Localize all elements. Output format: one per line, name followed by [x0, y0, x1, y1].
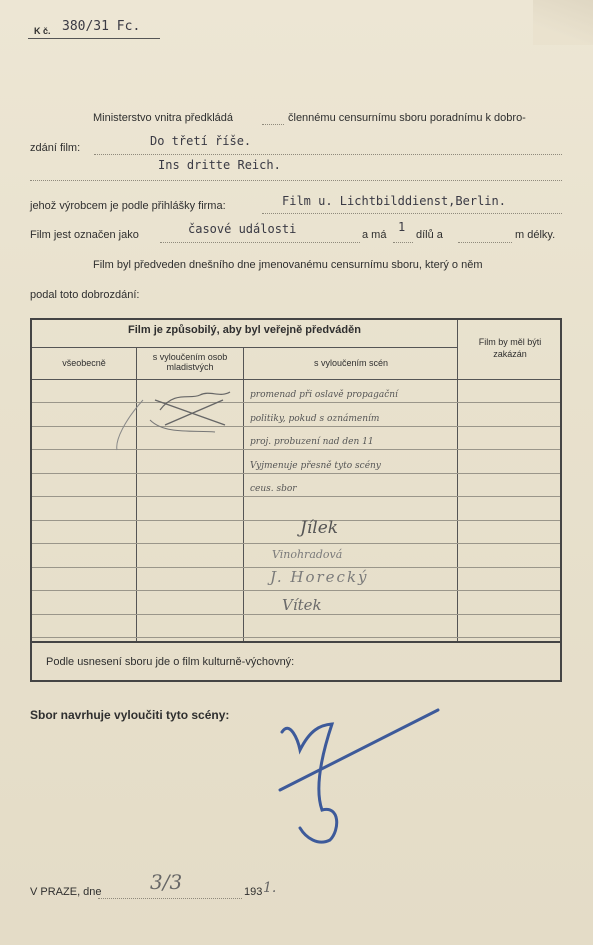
blue-z-mark — [270, 700, 460, 850]
intro-line1-left: Ministerstvo vnitra předkládá — [93, 112, 234, 124]
proposal-label: Sbor navrhuje vyloučiti tyto scény: — [30, 708, 230, 722]
note-line: Vyjmenuje přesně tyto scény — [250, 460, 381, 471]
producer-label: jehož výrobcem je podle přihlášky firma: — [30, 200, 226, 212]
culture-label: Podle usnesení sboru jde o film kulturně-výchovný: — [46, 656, 295, 668]
handwritten-scenes-note — [250, 384, 398, 502]
year-digit: 1. — [263, 880, 277, 896]
film-title-cz: Do třetí říše. — [150, 134, 252, 148]
signature-3: J. Horecký — [270, 568, 369, 586]
date-handwritten: 3/3 — [150, 870, 183, 894]
signature-2: Vinohradová — [272, 548, 343, 561]
intro-line2-left: zdání film: — [30, 142, 81, 154]
table-rule-line — [32, 637, 560, 638]
parts-label: dílů a — [416, 229, 443, 241]
ref-prefix: K č. — [34, 26, 51, 36]
col-general: všeobecně — [62, 358, 106, 368]
note-line: politiky, pokud s oznámením — [250, 413, 380, 424]
length-label: m délky. — [515, 229, 556, 241]
place-label: V PRAZE, dne — [30, 886, 102, 898]
note-line: proj. probuzení nad den 11 — [250, 437, 374, 447]
table-rule-line — [32, 614, 560, 615]
table-rule-line — [32, 520, 560, 521]
shown-line1: Film byl předveden dnešního dne jmenovanému censurnímu sboru, který o něm — [93, 259, 483, 271]
marked-value: časové události — [188, 222, 297, 236]
signature-1: Jílek — [300, 518, 339, 538]
header-suitable: Film je způsobilý, aby byl veřejně předváděn — [128, 324, 361, 336]
note-line: ceus. sbor — [250, 484, 297, 494]
parts-prefix: a má — [362, 229, 387, 241]
intro-line1-right: člennému censurnímu sboru poradnímu k dobro- — [288, 112, 526, 124]
ref-number: 380/31 Fc. — [62, 19, 141, 34]
table-rule-line — [32, 590, 560, 591]
year-label: 193 — [244, 886, 263, 898]
signature-4: Vítek — [282, 596, 322, 614]
col-youth: s vyloučením osob mladistvých — [152, 352, 228, 372]
crossed-out-signature — [105, 380, 245, 460]
header-banned: Film by měl býti zakázán — [478, 337, 542, 359]
table-rule-line — [32, 543, 560, 544]
producer-value: Film u. Lichtbilddienst,Berlin. — [282, 194, 506, 208]
shown-line2: podal toto dobrozdání: — [30, 289, 140, 301]
film-title-de: Ins dritte Reich. — [158, 158, 281, 172]
col-scenes: s vyloučením scén — [313, 358, 389, 368]
parts-value: 1 — [398, 220, 406, 234]
note-line: promenad při oslavě propagační — [250, 390, 398, 400]
marked-label: Film jest označen jako — [30, 229, 139, 241]
